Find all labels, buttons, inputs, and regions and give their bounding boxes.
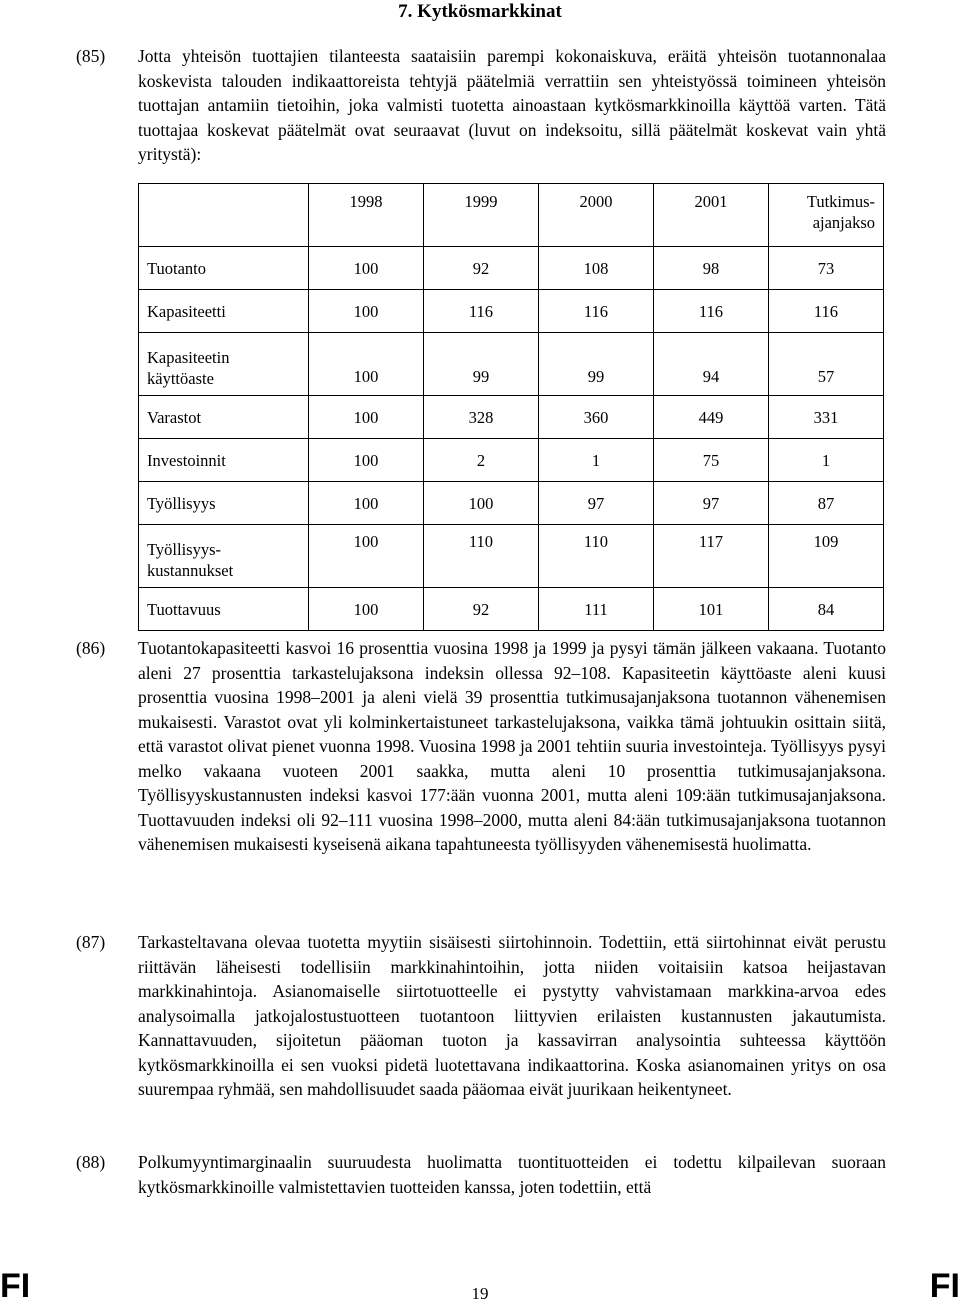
- row-label: [139, 525, 309, 588]
- table-cell: 84: [769, 588, 884, 631]
- table-cell: 92: [424, 247, 539, 290]
- footer-language-code-left: FI: [0, 1267, 31, 1305]
- column-header-line: ajanjakso: [812, 213, 875, 232]
- row-label-line: käyttöaste: [147, 369, 214, 388]
- table-cell: 100: [309, 525, 424, 588]
- table-cell: 73: [769, 247, 884, 290]
- table-cell: 116: [654, 290, 769, 333]
- row-label: [139, 333, 309, 396]
- table-cell: 1: [769, 439, 884, 482]
- table-cell: 100: [309, 439, 424, 482]
- row-label-line: Kapasiteetin: [147, 348, 230, 367]
- table-cell: 110: [424, 525, 539, 588]
- paragraph-86: [76, 636, 886, 857]
- table-cell: 57: [769, 333, 884, 396]
- table-cell: 331: [769, 396, 884, 439]
- row-label: Investoinnit: [139, 439, 309, 482]
- table-cell: 360: [539, 396, 654, 439]
- paragraph-text: Polkumyyntimarginaalin suuruudesta huolimatta tuontituotteiden ei todettu kilpailevan suoraan kytkösmarkkinoille valmistettavien tuotteiden kanssa, joten todettiin, että: [138, 1152, 886, 1197]
- table-cell: 99: [539, 333, 654, 396]
- table-row: [139, 333, 884, 396]
- table-cell: 2: [424, 439, 539, 482]
- paragraph-number: (85): [76, 46, 106, 66]
- column-header: 1999: [424, 184, 539, 247]
- column-header-investigation-period: [769, 184, 884, 247]
- table-cell: 109: [769, 525, 884, 588]
- table-row: [139, 482, 884, 525]
- table-cell: 75: [654, 439, 769, 482]
- row-label: Tuotanto: [139, 247, 309, 290]
- paragraph-text: Jotta yhteisön tuottajien tilanteesta saataisiin parempi kokonaiskuva, eräitä yhteisön tuotannonalaa koskevista talouden indikaattoreista tehtyjä päätelmiä verrattiin sen yhteistyössä toimineen yhteisön tuottajan antamiin tietoihin, joka valmisti tuotetta ainoastaan kytkösmarkkinoilla käyttöä varten. Tätä tuottajaa koskevat päätelmät ovat seuraavat (luvut on indeksoitu, sillä päätelmät koskevat vain yhtä yritystä):: [138, 46, 886, 164]
- table-cell: 99: [424, 333, 539, 396]
- row-label: Työllisyys: [139, 482, 309, 525]
- table-cell: 116: [424, 290, 539, 333]
- table-cell: 100: [309, 247, 424, 290]
- paragraph-88: [76, 1150, 886, 1199]
- table-cell: 110: [539, 525, 654, 588]
- row-label-line: kustannukset: [147, 561, 234, 580]
- table-cell: 1: [539, 439, 654, 482]
- section-title: 7. Kytkösmarkkinat: [398, 1, 562, 22]
- paragraph-number: (88): [76, 1152, 106, 1172]
- paragraph-85: [76, 44, 886, 167]
- table-cell: 98: [654, 247, 769, 290]
- page-number: 19: [471, 1284, 489, 1303]
- table-corner-cell: [139, 184, 309, 247]
- table-cell: 100: [424, 482, 539, 525]
- column-header: 2000: [539, 184, 654, 247]
- row-label: Kapasiteetti: [139, 290, 309, 333]
- table-cell: 97: [539, 482, 654, 525]
- row-label-line: Työllisyys-: [147, 540, 222, 559]
- table-row: [139, 290, 884, 333]
- table-cell: 328: [424, 396, 539, 439]
- row-label: Tuottavuus: [139, 588, 309, 631]
- table-cell: 111: [539, 588, 654, 631]
- table-cell: 100: [309, 482, 424, 525]
- table-cell: 100: [309, 396, 424, 439]
- table-cell: 100: [309, 333, 424, 396]
- footer-language-code-right: FI: [929, 1267, 960, 1305]
- column-header-line: Tutkimus-: [806, 192, 875, 211]
- table-cell: 116: [769, 290, 884, 333]
- table-row: [139, 588, 884, 631]
- table-cell: 100: [309, 588, 424, 631]
- table-cell: 97: [654, 482, 769, 525]
- table-row: [139, 525, 884, 588]
- column-header: 1998: [309, 184, 424, 247]
- table-row: [139, 439, 884, 482]
- paragraph-text: Tuotantokapasiteetti kasvoi 16 prosenttia vuosina 1998 ja 1999 ja pysyi tämän jälkeen vakaana. Tuotanto aleni 27 prosenttia tarkastelujaksona indeksin ollessa 92–108. Kapasiteetin käyttöaste aleni kuusi prosenttia vuosina 1998–2001 ja aleni vielä 39 prosenttia tutkimusajanjaksona tuotannon vähenemisen mukaisesti. Varastot ovat yli kolminkertaistuneet tarkastelujaksona, vaikka tämä johtuukin osittain siitä, että varastot olivat pienet vuonna 1998. Vuosina 1998 ja 2001 tehtiin suuria investointeja. Työllisyys pysyi melko vakaana vuoteen 2001 saakka, mutta aleni 10 prosenttia tutkimusajanjaksona. Työllisyyskustannusten indeksi kasvoi 177:ään vuonna 2001, mutta aleni 109:ään tutkimusajanjaksona. Tuottavuuden indeksi oli 92–111 vuosina 1998–2000, mutta aleni 84:ään tutkimusajanjaksona tuotannon vähenemisen mukaisesti kyseisenä aikana tapahtuneesta työllisyyden vähenemisestä huolimatta.: [138, 638, 886, 854]
- paragraph-number: (86): [76, 638, 106, 658]
- row-label: Varastot: [139, 396, 309, 439]
- table-row: [139, 247, 884, 290]
- table-header-row: [139, 184, 884, 247]
- paragraph-text: Tarkasteltavana olevaa tuotetta myytiin sisäisesti siirtohinnoin. Todettiin, että siirtohinnat eivät perustu riittävän läheisesti todellisiin markkinahintoihin, jotta niiden voitaisiin katsoa heijastavan markkinahintoja. Asianomaiselle siirtotuotteelle ei pystytty vahvistamaan markkina-arvoa edes analysoimalla jatkojalostustuotteen tuotantoon liittyvien erilaisten kustannusten jakautumista. Kannattavuuden, sijoitetun pääoman tuoton ja kassavirran analysointia suhteessa käyttöön kytkösmarkkinoilla ei sen vuoksi pidetä luotettavana indikaattorina. Koska asianomainen yritys on osa suurempaa ryhmää, sen mahdollisuudet saada pääomaa eivät juurikaan heikentyneet.: [138, 932, 886, 1099]
- table-cell: 100: [309, 290, 424, 333]
- indicator-table: [138, 183, 884, 631]
- paragraph-number: (87): [76, 932, 106, 952]
- table-cell: 449: [654, 396, 769, 439]
- table-cell: 87: [769, 482, 884, 525]
- column-header: 2001: [654, 184, 769, 247]
- paragraph-87: [76, 930, 886, 1102]
- table-cell: 94: [654, 333, 769, 396]
- table-row: [139, 396, 884, 439]
- table-cell: 92: [424, 588, 539, 631]
- table-cell: 101: [654, 588, 769, 631]
- table-cell: 117: [654, 525, 769, 588]
- table-cell: 116: [539, 290, 654, 333]
- table-cell: 108: [539, 247, 654, 290]
